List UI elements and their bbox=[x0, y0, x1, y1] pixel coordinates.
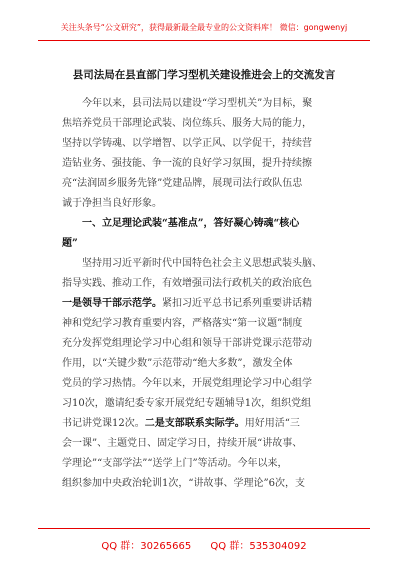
document-title: 县司法局在县直部门学习型机关建设推进会上的交流发言 bbox=[72, 69, 336, 81]
text-line: 指导实践、推动工作，有效增强司法行政机关的政治底色 bbox=[62, 278, 312, 289]
text-line: 神和党纪学习教育重要内容，严格落实“第一议题”制度 bbox=[62, 318, 303, 329]
footer-divider bbox=[38, 528, 370, 529]
text-run: 用好用活“三 bbox=[244, 418, 300, 429]
footer-contacts bbox=[0, 537, 408, 552]
point-label-2: 二是支部联系实际学。 bbox=[144, 418, 245, 429]
text-line: 造钻业务、强技能、争一流的良好学习氛围，提升持续擦 bbox=[62, 158, 312, 169]
text-line: 充分发挥党组理论学习中心组和领导干部讲党课示范带动 bbox=[62, 338, 312, 349]
document-body bbox=[62, 94, 350, 494]
heading-line: 一、立足理论武装“基准点”，答好凝心铸魂“核心 bbox=[82, 218, 300, 229]
text-line: 作用，以“关键少数”示范带动“绝大多数”，激发全体 bbox=[62, 358, 293, 369]
text-line: 组织参加中央政治轮训1次，“讲故事、学理论”6次，支 bbox=[62, 478, 305, 489]
text-line: 亮“法润固乡服务先锋”党建品牌，展现司法行政队伍忠 bbox=[62, 178, 303, 189]
paragraph-section-1 bbox=[62, 254, 350, 494]
text-line bbox=[62, 294, 350, 314]
point-label-1: 一是领导干部示范学。 bbox=[62, 298, 162, 309]
heading-line: 题” bbox=[62, 238, 78, 249]
text-run: 书记讲党课12次。 bbox=[62, 418, 145, 429]
text-run: 紧扣习近平总书记系列重要讲话精 bbox=[162, 298, 312, 309]
text-line: 焦培养党员干部理论武装、岗位练兵、服务大局的能力， bbox=[62, 118, 312, 129]
text-line: 学理论”“支部学法”“送学上门”等活动。今年以来， bbox=[62, 458, 288, 469]
paragraph-intro bbox=[62, 94, 350, 214]
footer-qq-group-1: QQ 群：30265665 bbox=[101, 541, 192, 552]
text-line: 坚持用习近平新时代中国特色社会主义思想武装头脑、 bbox=[82, 258, 322, 269]
text-line: 坚持以学铸魂、以学增智、以学正风、以学促干，持续营 bbox=[62, 138, 312, 149]
footer-qq-group-2: QQ 群：535304092 bbox=[210, 541, 307, 552]
header-note: 关注头条号“公文研究”，获得最新最全最专业的公文资料库！ 微信：gongwenyj bbox=[60, 23, 348, 32]
text-line: 党员的学习热情。今年以来，开展党组理论学习中心组学 bbox=[62, 378, 312, 389]
text-line bbox=[62, 414, 350, 434]
header-divider bbox=[38, 40, 370, 41]
text-line: 会一课”、主题党日、固定学习日，持续开展“讲故事、 bbox=[62, 438, 303, 449]
text-line: 诚于净担当良好形象。 bbox=[62, 198, 162, 209]
text-line: 今年以来，县司法局以建设“学习型机关”为目标，聚 bbox=[82, 98, 313, 109]
section-heading-1 bbox=[62, 214, 350, 254]
text-line: 习10次，邀请纪委专家开展党纪专题辅导1次，组织党组 bbox=[62, 398, 312, 409]
